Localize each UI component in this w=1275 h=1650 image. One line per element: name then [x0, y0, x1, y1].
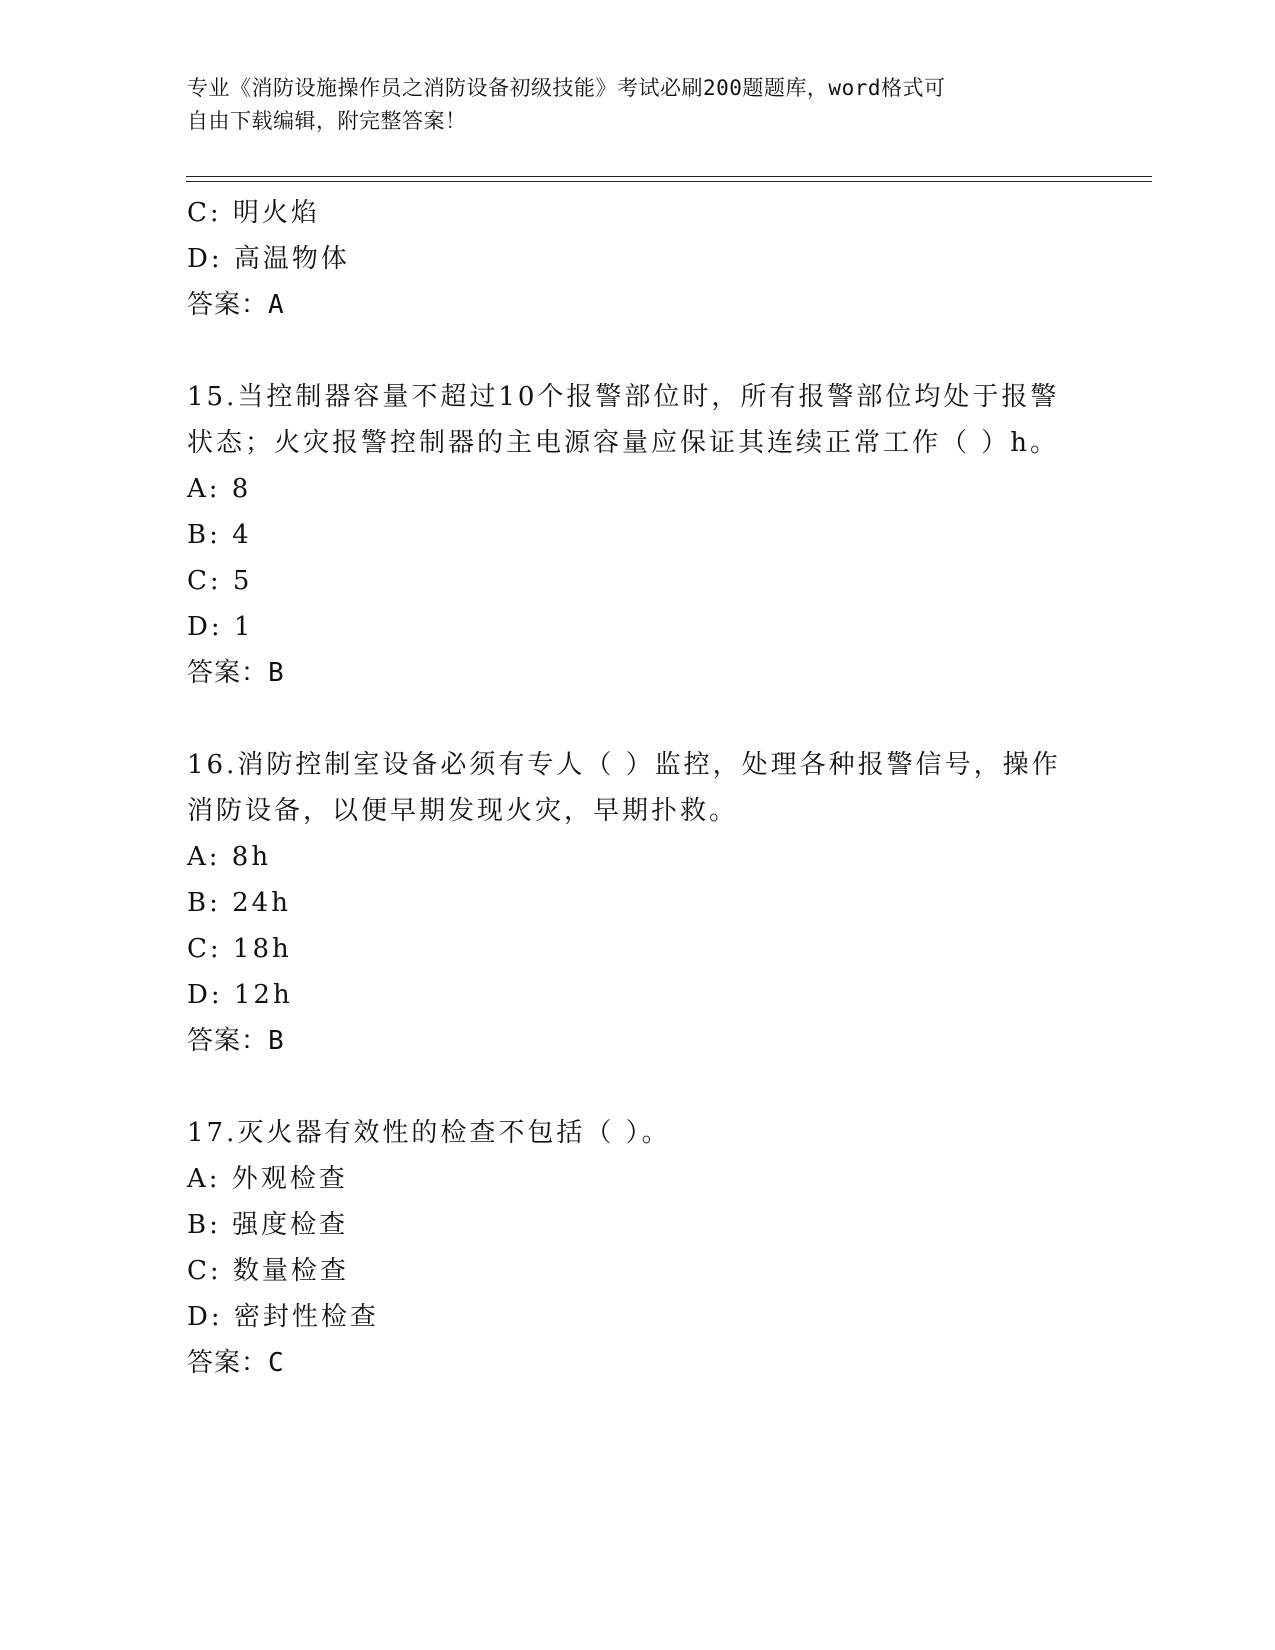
header-line-2: 自由下载编辑，附完整答案！ [187, 109, 467, 133]
option-c: C: 5 [187, 566, 253, 596]
question-text-line: 消防设备，以便早期发现火灾，早期扑救。 [187, 796, 739, 826]
option-b: B: 24h [187, 888, 291, 918]
previous-question-tail [187, 190, 1087, 328]
option-a: A: 8 [187, 474, 252, 504]
page-header [187, 72, 1067, 138]
answer: 答案：A [187, 290, 285, 320]
question-15 [187, 374, 1087, 696]
header-rule-bottom [186, 181, 1152, 182]
option-b: B: 4 [187, 520, 252, 550]
option-c: C: 数量检查 [187, 1256, 349, 1286]
answer: 答案：B [187, 1026, 285, 1056]
answer: 答案：B [187, 658, 285, 688]
question-text-line: 15.当控制器容量不超过10个报警部位时，所有报警部位均处于报警 [187, 382, 1060, 412]
option-b: B: 强度检查 [187, 1210, 349, 1240]
question-text-line: 状态；火灾报警控制器的主电源容量应保证其连续正常工作（ ）h。 [187, 428, 1060, 458]
header-line-1: 专业《消防设施操作员之消防设备初级技能》考试必刷200题题库，word格式可 [187, 76, 946, 100]
option-d: D: 密封性检查 [187, 1302, 379, 1332]
option-c: C: 18h [187, 934, 292, 964]
option-d: D: 12h [187, 980, 293, 1010]
question-content [187, 190, 1087, 1386]
question-text-line: 17.灭火器有效性的检查不包括（ ）。 [187, 1118, 671, 1148]
question-17 [187, 1110, 1087, 1386]
option-a: A: 外观检查 [187, 1164, 348, 1194]
option-a: A: 8h [187, 842, 272, 872]
option-d: D: 1 [187, 612, 254, 642]
answer: 答案：C [187, 1348, 285, 1378]
option-c: C: 明火焰 [187, 198, 320, 228]
option-d: D: 高温物体 [187, 244, 350, 274]
question-text-line: 16.消防控制室设备必须有专人（ ）监控，处理各种报警信号，操作 [187, 750, 1061, 780]
header-rule-top [186, 176, 1152, 177]
question-16 [187, 742, 1087, 1064]
